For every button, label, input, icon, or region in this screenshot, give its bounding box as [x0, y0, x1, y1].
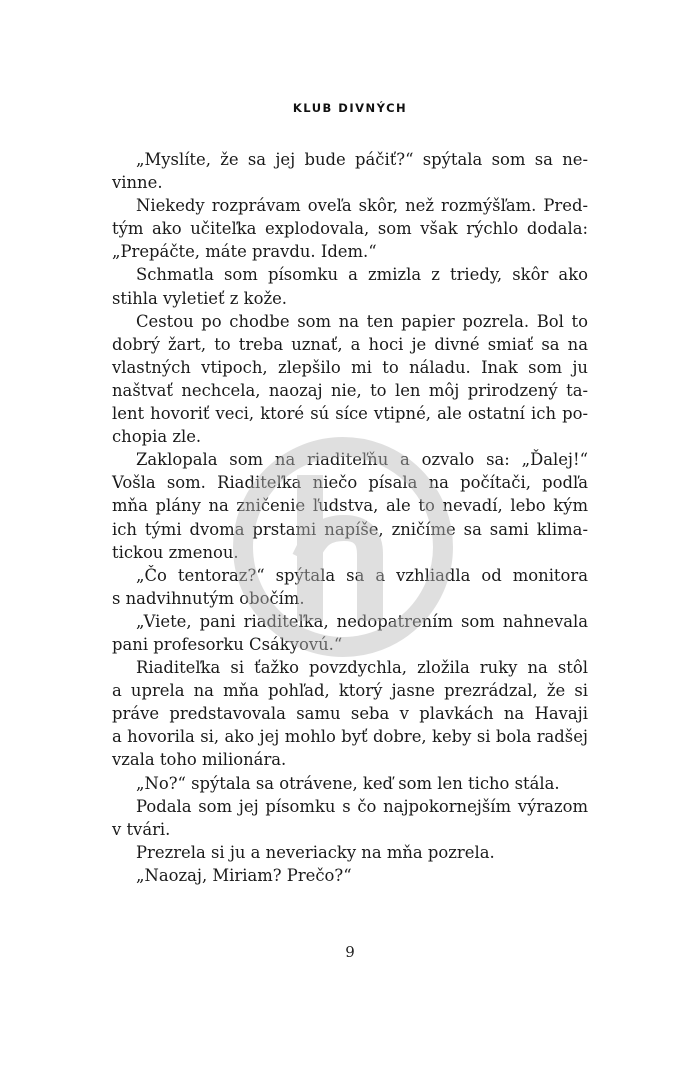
text-line: „Čo tentoraz?“ spýtala sa a vzhliadla od monitora: [136, 565, 588, 585]
text-line: naštvať nechcela, naozaj nie, to len môj prirodzený ta-: [112, 380, 588, 400]
paragraph: [112, 841, 588, 864]
text-line: pani profesorku Csákyovú.“: [112, 634, 343, 654]
body-text: [112, 148, 588, 887]
text-line: Niekedy rozprávam oveľa skôr, než rozmýšľam. Pred-: [136, 196, 588, 216]
text-line: Zaklopala som na riaditeľňu a ozvalo sa: „Ďalej!“: [136, 450, 588, 470]
text-line: dobrý žart, to treba uznať, a hoci je divné smiať sa na: [112, 334, 588, 354]
text-line: „Myslíte, že sa jej bude páčiť?“ spýtala som sa ne-: [136, 150, 588, 169]
paragraph: [112, 772, 588, 795]
text-line: „Viete, pani riaditeľka, nedopatrením som nahnevala: [136, 611, 588, 631]
text-line: stihla vyletieť z kože.: [112, 288, 287, 308]
paragraph: [112, 310, 588, 449]
text-line: chopia zle.: [112, 427, 202, 447]
text-line: a hovorila si, ako jej mohlo byť dobre, keby si bola radšej: [112, 727, 588, 747]
text-line: mňa plány na zničenie ľudstva, ale to nevadí, lebo kým: [112, 496, 588, 516]
text-line: s nadvihnutým obočím.: [112, 588, 305, 608]
text-line: ich tými dvoma prstami napíše, zničíme sa sami klima-: [112, 519, 588, 539]
paragraph: [112, 448, 588, 563]
text-line: tickou zmenou.: [112, 542, 239, 562]
text-line: a uprela na mňa pohľad, ktorý jasne prezrádzal, že si: [112, 681, 588, 701]
paragraph: [112, 148, 588, 194]
paragraph: [112, 656, 588, 771]
text-line: v tvári.: [112, 819, 171, 839]
paragraph: [112, 864, 588, 887]
text-line: Schmatla som písomku a zmizla z triedy, skôr ako: [136, 265, 588, 285]
text-line: práve predstavovala samu seba v plavkách na Havaji: [112, 704, 588, 724]
text-line: Cestou po chodbe som na ten papier pozrela. Bol to: [136, 311, 588, 331]
text-line: „No?“ spýtala sa otrávene, keď som len ticho stála.: [136, 773, 560, 793]
text-line: vzala toho milionára.: [112, 750, 287, 770]
text-line: vlastných vtipoch, zlepšilo mi to náladu. Inak som ju: [112, 357, 588, 377]
paragraph: [112, 795, 588, 841]
paragraph: [112, 263, 588, 309]
running-head: KLUB DIVNÝCH: [292, 101, 408, 115]
text-line: Prezrela si ju a neveriacky na mňa pozrela.: [136, 842, 495, 862]
text-line: Riaditeľka si ťažko povzdychla, zložila ruky na stôl: [136, 658, 588, 678]
text-line: lent hovoriť veci, ktoré sú síce vtipné, ale ostatní ich po-: [112, 404, 588, 424]
text-line: tým ako učiteľka explodovala, som však rýchlo dodala:: [112, 219, 588, 239]
text-line: Vošla som. Riaditeľka niečo písala na počítači, podľa: [112, 473, 588, 493]
page-number: 9: [345, 943, 355, 961]
text-line: Podala som jej písomku s čo najpokornejším výrazom: [136, 796, 588, 816]
text-line: „Prepáčte, máte pravdu. Idem.“: [112, 242, 377, 262]
paragraph: [112, 610, 588, 656]
paragraph: [112, 564, 588, 610]
paragraph: [112, 194, 588, 263]
text-line: vinne.: [112, 173, 163, 193]
text-line: „Naozaj, Miriam? Prečo?“: [136, 865, 352, 885]
